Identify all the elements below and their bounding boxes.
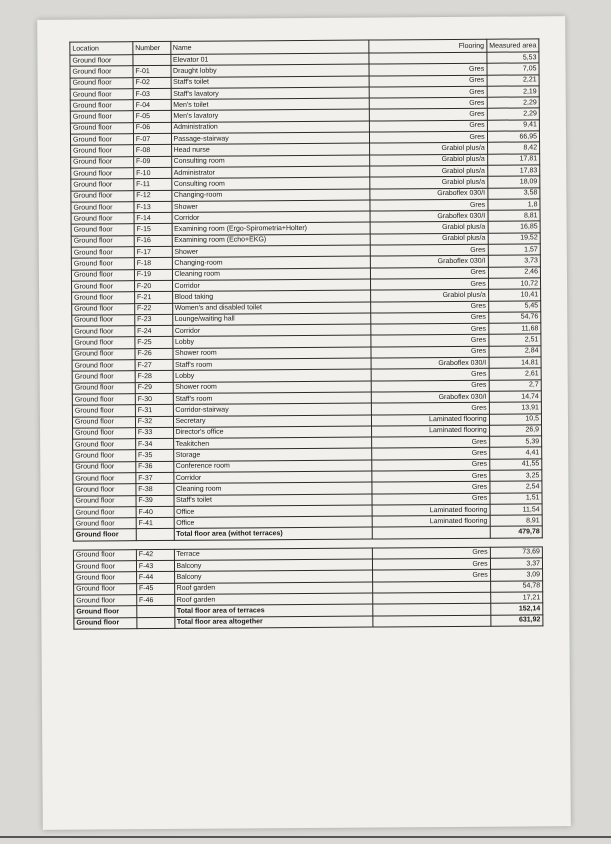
cell-location: Ground floor xyxy=(73,439,136,451)
cell-name: Corridor xyxy=(173,471,372,484)
cell-flooring: Gres xyxy=(369,64,486,76)
cell-location: Ground floor xyxy=(73,518,136,530)
cell-number: F-46 xyxy=(137,594,175,606)
cell-location: Ground floor xyxy=(73,427,136,439)
cell-number: F-28 xyxy=(135,371,173,383)
cell-location: Ground floor xyxy=(71,224,134,236)
cell-number: F-36 xyxy=(136,461,174,473)
cell-flooring: Graboflex 030/I xyxy=(371,357,488,369)
cell-area: 2,61 xyxy=(489,368,541,380)
cell-name: Staff's toilet xyxy=(173,494,372,507)
cell-area: 41,55 xyxy=(489,459,541,471)
cell-area: 4,41 xyxy=(489,447,541,459)
cell-area: 5,53 xyxy=(487,52,539,64)
cell-name: Staff's toilet xyxy=(171,76,370,89)
cell-flooring: Grabiol plus/a xyxy=(370,143,487,155)
cell-area: 9,41 xyxy=(487,120,539,132)
cell-location: Ground floor xyxy=(71,156,134,168)
cell-location: Ground floor xyxy=(73,549,136,561)
cell-flooring: Gres xyxy=(372,448,489,460)
cell-number: F-07 xyxy=(133,133,171,145)
cell-location: Ground floor xyxy=(73,450,136,462)
cell-area: 10,5 xyxy=(489,413,541,425)
cell-number: F-31 xyxy=(135,405,173,417)
cell-area: 1,51 xyxy=(490,492,542,504)
cell-number: F-02 xyxy=(133,77,171,89)
cell-location: Ground floor xyxy=(71,235,134,247)
cell-number: F-23 xyxy=(135,314,173,326)
cell-location: Ground floor xyxy=(73,529,136,541)
cell-number: F-45 xyxy=(136,583,174,595)
cell-number: F-42 xyxy=(136,549,174,561)
cell-name: Draught lobby xyxy=(171,64,370,77)
cell-flooring: Gres xyxy=(371,278,488,290)
cell-area: 8,91 xyxy=(490,515,542,527)
cell-location: Ground floor xyxy=(72,315,135,327)
cell-location: Ground floor xyxy=(72,348,135,360)
cell-number: F-15 xyxy=(134,224,172,236)
cell-flooring: Graboflex 030/I xyxy=(372,391,489,403)
cell-number: F-26 xyxy=(135,348,173,360)
cell-location: Ground floor xyxy=(71,145,134,157)
cell-flooring xyxy=(373,581,490,593)
cell-location: Ground floor xyxy=(73,484,136,496)
cell-area: 14,74 xyxy=(489,391,541,403)
cell-area: 11,54 xyxy=(490,504,542,516)
cell-number: F-40 xyxy=(136,506,174,518)
cell-location: Ground floor xyxy=(70,134,133,146)
cell-name: Women's and disabled toilet xyxy=(172,302,371,315)
cell-flooring: Grabiol plus/a xyxy=(370,165,487,177)
cell-area: 3,25 xyxy=(489,470,541,482)
cell-area: 2,21 xyxy=(487,74,539,86)
cell-location: Ground floor xyxy=(71,269,134,281)
cell-area: 18,09 xyxy=(487,176,539,188)
cell-number: F-39 xyxy=(136,495,174,507)
cell-name: Men's lavatory xyxy=(171,110,370,123)
cell-area: 54,76 xyxy=(488,312,540,324)
cell-flooring: Gres xyxy=(370,86,487,98)
cell-flooring: Laminated flooring xyxy=(372,504,489,516)
cell-location: Ground floor xyxy=(70,122,133,134)
cell-name: Corridor-stairway xyxy=(173,403,372,416)
cell-name: Secretary xyxy=(173,415,372,428)
cell-area: 2,46 xyxy=(488,266,540,278)
cell-flooring: Laminated flooring xyxy=(372,425,489,437)
cell-flooring: Gres xyxy=(371,323,488,335)
cell-area: 17,83 xyxy=(487,165,539,177)
cell-flooring xyxy=(373,603,490,615)
header-flooring: Flooring xyxy=(369,39,486,53)
cell-name: Shower room xyxy=(172,347,371,360)
cell-number xyxy=(137,606,175,618)
cell-location: Ground floor xyxy=(71,190,134,202)
cell-number: F-32 xyxy=(135,416,173,428)
cell-name: Lobby xyxy=(172,335,371,348)
cell-area: 2,84 xyxy=(489,346,541,358)
cell-area: 2,54 xyxy=(490,481,542,493)
cell-location: Ground floor xyxy=(71,247,134,259)
cell-name: Cleaning room xyxy=(172,268,371,281)
cell-number: F-09 xyxy=(133,156,171,168)
cell-area: 2,7 xyxy=(489,379,541,391)
header-area: Measured area xyxy=(486,39,538,52)
cell-flooring: Gres xyxy=(371,312,488,324)
cell-number: F-17 xyxy=(134,246,172,258)
cell-area: 19,52 xyxy=(488,233,540,245)
cell-flooring: Gres xyxy=(372,459,489,471)
cell-flooring: Gres xyxy=(373,558,490,570)
cell-name: Conference room xyxy=(173,460,372,473)
cell-name: Changing-room xyxy=(172,256,371,269)
cell-flooring: Grabiol plus/a xyxy=(370,154,487,166)
cell-location: Ground floor xyxy=(70,89,133,101)
cell-name: Teakitchen xyxy=(173,437,372,450)
cell-area: 479,78 xyxy=(490,526,542,538)
cell-number: F-34 xyxy=(135,439,173,451)
cell-location: Ground floor xyxy=(70,77,133,89)
cell-name: Total floor area (withot terraces) xyxy=(174,527,373,540)
cell-name: Elevator 01 xyxy=(170,53,369,66)
cell-location: Ground floor xyxy=(71,179,134,191)
cell-name: Shower xyxy=(172,245,371,258)
cell-number: F-14 xyxy=(134,213,172,225)
cell-number: F-22 xyxy=(134,303,172,315)
cell-flooring: Gres xyxy=(370,199,487,211)
cell-flooring: Gres xyxy=(372,402,489,414)
cell-flooring: Gres xyxy=(370,120,487,132)
cell-area: 2,19 xyxy=(487,86,539,98)
cell-area: 66,95 xyxy=(487,131,539,143)
cell-name: Examining room (Echo+EKG) xyxy=(172,234,371,247)
cell-area: 10,72 xyxy=(488,278,540,290)
cell-name: Changing-room xyxy=(171,189,370,202)
cell-area: 8,81 xyxy=(488,210,540,222)
cell-name: Shower xyxy=(171,200,370,213)
cell-flooring xyxy=(373,592,490,604)
cell-flooring xyxy=(373,527,490,539)
cell-number: F-12 xyxy=(134,190,172,202)
cell-location: Ground floor xyxy=(72,281,135,293)
cell-flooring: Laminated flooring xyxy=(373,515,490,527)
cell-area: 3,09 xyxy=(490,569,542,581)
cell-name: Office xyxy=(174,505,373,518)
cell-flooring: Grabiol plus/a xyxy=(371,233,488,245)
cell-location: Ground floor xyxy=(72,360,135,372)
cell-number: F-10 xyxy=(134,167,172,179)
cell-name: Storage xyxy=(173,448,372,461)
cell-name: Administration xyxy=(171,121,370,134)
cell-location: Ground floor xyxy=(72,382,135,394)
cell-flooring: Graboflex 030/I xyxy=(371,256,488,268)
cell-location: Ground floor xyxy=(70,111,133,123)
cell-name: Cleaning room xyxy=(173,482,372,495)
cell-location: Ground floor xyxy=(70,66,133,78)
cell-number: F-25 xyxy=(135,337,173,349)
cell-number: F-04 xyxy=(133,100,171,112)
cell-location: Ground floor xyxy=(73,495,136,507)
cell-number xyxy=(137,617,175,629)
cell-name: Staff's room xyxy=(173,358,372,371)
cell-location: Ground floor xyxy=(72,416,135,428)
cell-name: Lounge/waiting hall xyxy=(172,313,371,326)
cell-number: F-06 xyxy=(133,122,171,134)
cell-name: Corridor xyxy=(172,279,371,292)
terrace-rows xyxy=(73,547,542,607)
cell-flooring: Gres xyxy=(372,493,489,505)
cell-location: Ground floor xyxy=(70,55,133,67)
header-name: Name xyxy=(170,40,369,54)
cell-area: 3,58 xyxy=(488,187,540,199)
cell-number xyxy=(136,529,174,541)
cell-number: F-37 xyxy=(136,472,174,484)
cell-flooring: Gres xyxy=(372,470,489,482)
cell-name: Director's office xyxy=(173,426,372,439)
cell-flooring: Gres xyxy=(369,75,486,87)
header-number: Number xyxy=(133,41,171,54)
cell-number: F-08 xyxy=(133,145,171,157)
cell-name: Staff's lavatory xyxy=(171,87,370,100)
cell-name: Consulting room xyxy=(171,177,370,190)
floor-area-table xyxy=(69,38,543,629)
cell-name: Roof garden xyxy=(174,593,373,606)
cell-number: F-44 xyxy=(136,572,174,584)
cell-location: Ground floor xyxy=(74,617,137,629)
cell-flooring xyxy=(373,615,490,627)
cell-area: 8,42 xyxy=(487,142,539,154)
header-location: Location xyxy=(70,42,133,55)
cell-name: Total floor area altogether xyxy=(174,616,373,629)
cell-number: F-43 xyxy=(136,560,174,572)
cell-location: Ground floor xyxy=(72,303,135,315)
cell-flooring: Gres xyxy=(371,301,488,313)
cell-area: 17,21 xyxy=(490,592,542,604)
cell-area: 2,29 xyxy=(487,108,539,120)
cell-area: 3,73 xyxy=(488,255,540,267)
cell-name: Men's toilet xyxy=(171,98,370,111)
cell-area: 152,14 xyxy=(490,603,542,615)
cell-flooring: Graboflex 030/I xyxy=(370,188,487,200)
cell-number: F-20 xyxy=(134,280,172,292)
cell-location: Ground floor xyxy=(72,371,135,383)
cell-flooring: Grabiol plus/a xyxy=(371,222,488,234)
cell-area: 14,81 xyxy=(489,357,541,369)
cell-name: Examining room (Ergo-Spirometria+Holter) xyxy=(172,222,371,235)
cell-area: 5,45 xyxy=(488,300,540,312)
cell-name: Staff's room xyxy=(173,392,372,405)
cell-name: Consulting room xyxy=(171,155,370,168)
cell-name: Terrace xyxy=(174,548,373,561)
cell-number: F-27 xyxy=(135,359,173,371)
cell-number: F-30 xyxy=(135,393,173,405)
cell-flooring: Gres xyxy=(372,436,489,448)
cell-location: Ground floor xyxy=(74,572,137,584)
cell-area: 7,05 xyxy=(487,63,539,75)
cell-location: Ground floor xyxy=(72,394,135,406)
cell-area: 2,51 xyxy=(489,334,541,346)
cell-name: Corridor xyxy=(172,211,371,224)
cell-name: Roof garden xyxy=(174,582,373,595)
cell-location: Ground floor xyxy=(70,100,133,112)
cell-location: Ground floor xyxy=(74,595,137,607)
cell-area: 2,29 xyxy=(487,97,539,109)
cell-number xyxy=(133,54,171,66)
cell-number: F-18 xyxy=(134,258,172,270)
cell-name: Balcony xyxy=(174,559,373,572)
cell-flooring: Gres xyxy=(370,97,487,109)
cell-name: Total floor area of terraces xyxy=(174,604,373,617)
room-rows xyxy=(70,52,542,530)
cell-number: F-41 xyxy=(136,518,174,530)
cell-flooring: Gres xyxy=(373,547,490,559)
cell-number: F-16 xyxy=(134,235,172,247)
cell-area: 3,37 xyxy=(490,558,542,570)
cell-location: Ground floor xyxy=(71,168,134,180)
cell-flooring: Gres xyxy=(372,369,489,381)
cell-location: Ground floor xyxy=(71,213,134,225)
cell-area: 17,81 xyxy=(487,154,539,166)
cell-number: F-24 xyxy=(135,326,173,338)
cell-area: 54,78 xyxy=(490,580,542,592)
cell-name: Blood taking xyxy=(172,290,371,303)
cell-flooring xyxy=(369,52,486,64)
cell-flooring: Gres xyxy=(372,481,489,493)
cell-name: Lobby xyxy=(173,369,372,382)
cell-location: Ground floor xyxy=(73,461,136,473)
cell-flooring: Grabiol plus/a xyxy=(371,289,488,301)
cell-number: F-35 xyxy=(135,450,173,462)
cell-flooring: Gres xyxy=(371,335,488,347)
cell-name: Administrator xyxy=(171,166,370,179)
total-row-altogether xyxy=(74,614,543,629)
document-sheet xyxy=(37,16,571,830)
cell-number: F-33 xyxy=(135,427,173,439)
cell-area: 1,57 xyxy=(488,244,540,256)
cell-area: 631,92 xyxy=(490,614,542,626)
cell-location: Ground floor xyxy=(71,258,134,270)
cell-area: 1,8 xyxy=(488,199,540,211)
cell-flooring: Gres xyxy=(370,109,487,121)
cell-area: 26,9 xyxy=(489,425,541,437)
cell-number: F-38 xyxy=(136,484,174,496)
cell-flooring: Gres xyxy=(371,244,488,256)
cell-flooring: Grabiol plus/a xyxy=(370,176,487,188)
cell-name: Head nurse xyxy=(171,143,370,156)
cell-location: Ground floor xyxy=(72,292,135,304)
cell-name: Office xyxy=(174,516,373,529)
cell-area: 13,91 xyxy=(489,402,541,414)
cell-number: F-03 xyxy=(133,88,171,100)
cell-flooring: Gres xyxy=(373,570,490,582)
cell-number: F-21 xyxy=(134,292,172,304)
cell-location: Ground floor xyxy=(72,405,135,417)
cell-location: Ground floor xyxy=(71,202,134,214)
cell-area: 11,68 xyxy=(488,323,540,335)
cell-location: Ground floor xyxy=(73,473,136,485)
cell-name: Corridor xyxy=(172,324,371,337)
cell-flooring: Gres xyxy=(370,131,487,143)
cell-name: Balcony xyxy=(174,570,373,583)
cell-location: Ground floor xyxy=(73,507,136,519)
cell-name: Shower room xyxy=(173,381,372,394)
cell-number: F-11 xyxy=(134,179,172,191)
cell-name: Passage-stairway xyxy=(171,132,370,145)
cell-location: Ground floor xyxy=(72,337,135,349)
cell-area: 73,69 xyxy=(490,547,542,559)
cell-number: F-13 xyxy=(134,201,172,213)
cell-flooring: Graboflex 030/I xyxy=(370,210,487,222)
cell-location: Ground floor xyxy=(74,583,137,595)
cell-number: F-29 xyxy=(135,382,173,394)
cell-location: Ground floor xyxy=(72,326,135,338)
cell-flooring: Gres xyxy=(371,267,488,279)
cell-flooring: Laminated flooring xyxy=(372,414,489,426)
cell-number: F-01 xyxy=(133,66,171,78)
cell-area: 5,39 xyxy=(489,436,541,448)
cell-number: F-19 xyxy=(134,269,172,281)
cell-location: Ground floor xyxy=(73,561,136,573)
cell-flooring: Gres xyxy=(371,346,488,358)
cell-flooring: Gres xyxy=(372,380,489,392)
cell-location: Ground floor xyxy=(74,606,137,618)
bottom-edge-line xyxy=(0,836,611,838)
cell-number: F-05 xyxy=(133,111,171,123)
cell-area: 10,41 xyxy=(488,289,540,301)
cell-area: 16,85 xyxy=(488,221,540,233)
